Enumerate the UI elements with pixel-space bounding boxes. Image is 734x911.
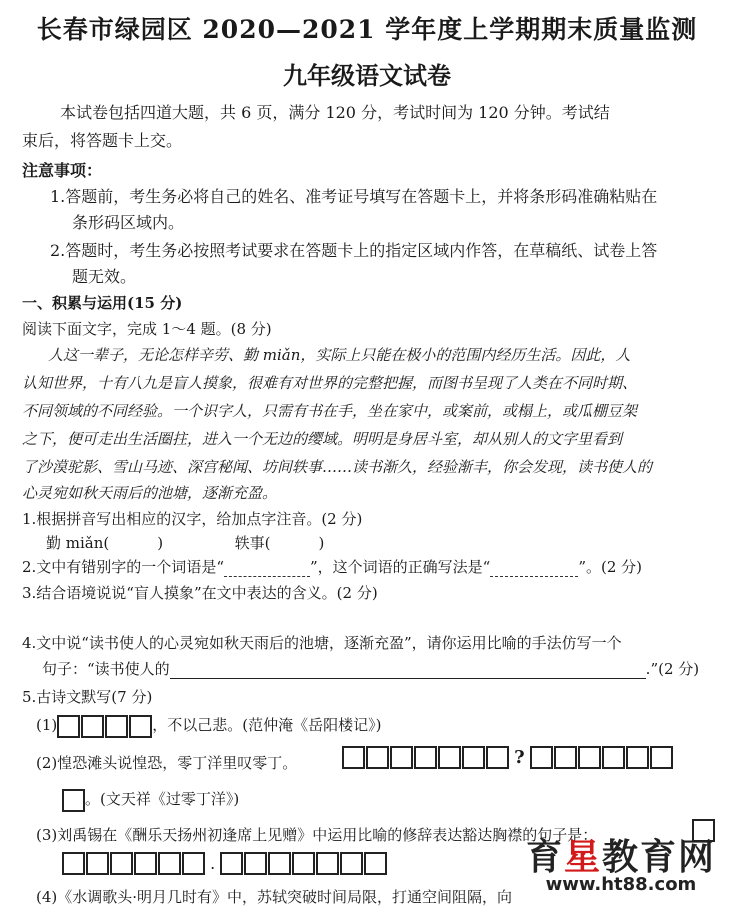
answer-box[interactable] [134, 852, 157, 875]
notice-item-1-cont: 条形码区域内。 [72, 213, 185, 232]
answer-box[interactable] [554, 746, 577, 769]
notice-item-1: 1.答题前，考生务必将自己的姓名、准考证号填写在答题卡上，并将条形码准确粘贴在 [50, 187, 658, 206]
q1-a-close: ) [157, 534, 164, 552]
notice-item-2: 2.答题时，考生务必按照考试要求在答题卡上的指定区域内作答，在草稿纸、试卷上答 [50, 241, 658, 260]
answer-box[interactable] [578, 746, 601, 769]
answer-box[interactable] [626, 746, 649, 769]
notice-item-2-cont: 题无效。 [72, 267, 137, 286]
answer-box[interactable] [316, 852, 339, 875]
passage-line: 心灵宛如秋天雨后的池塘，逐渐充盈。 [22, 484, 278, 502]
answer-box[interactable] [110, 852, 133, 875]
q5-1-suffix: ，不以己悲。(范仲淹《岳阳楼记》) [152, 716, 382, 734]
answer-box[interactable] [342, 746, 365, 769]
answer-box[interactable] [602, 746, 625, 769]
answer-box[interactable] [62, 852, 85, 875]
q2-suffix: ”。(2 分) [578, 558, 643, 576]
answer-box[interactable] [364, 852, 387, 875]
q4-suffix: .”(2 分) [645, 660, 700, 678]
question-4-cont [42, 658, 699, 679]
q5-3-sep: . [210, 854, 216, 873]
q2-blank-1[interactable] [224, 560, 310, 577]
q5-3-text: (3)刘禹锡在《酬乐天扬州初逢席上见赠》中运用比喻的修辞表达豁达胸襟的句子是： [36, 826, 598, 844]
question-4: 4.文中说“读书使人的心灵宛如秋天雨后的池塘，逐渐充盈”，请你运用比喻的手法仿写一个 [22, 634, 622, 652]
q5-2-boxes [342, 746, 673, 769]
q5-3 [36, 824, 597, 845]
passage-line: 之下，便可走出生活圈拄，进入一个无边的缨域。明明是身居斗室，却从别人的文字里看到 [22, 430, 623, 448]
q2-blank-2[interactable] [490, 560, 578, 577]
answer-box[interactable] [81, 715, 104, 738]
intro-line-2: 束后，将答题卡上交。 [22, 131, 183, 150]
answer-box[interactable] [57, 715, 80, 738]
q5-2-mark: ? [514, 747, 525, 768]
answer-box[interactable] [486, 746, 509, 769]
answer-box[interactable] [220, 852, 243, 875]
answer-box[interactable] [268, 852, 291, 875]
q5-1-boxes [57, 715, 152, 738]
q1-a-label: 勤 miǎn( [46, 534, 110, 552]
watermark [526, 838, 716, 895]
answer-box[interactable] [86, 852, 109, 875]
answer-box[interactable] [158, 852, 181, 875]
answer-box[interactable] [244, 852, 267, 875]
answer-box[interactable] [182, 852, 205, 875]
q1-b-close: ) [318, 534, 325, 552]
q1-b-label: 轶事( [234, 534, 271, 552]
q2-mid: ”，这个词语的正确写法是“ [309, 558, 491, 576]
watermark-url: www.ht88.com [545, 874, 697, 895]
passage-line: 人这一辈子，无论怎样辛劳、勤 miǎn，实际上只能在极小的范围内经历生活。因此，人 [48, 346, 631, 364]
section-1-heading: 一、积累与运用(15 分) [22, 294, 183, 312]
q5-3-boxes [62, 852, 387, 875]
passage-line: 认知世界，十有八九是盲人摸象，很难有对世界的完整把握，而图书呈现了人类在不同时期、 [22, 374, 638, 392]
read-prompt: 阅读下面文字，完成 1～4 题。(8 分) [22, 320, 272, 338]
question-5: 5.古诗文默写(7 分) [22, 688, 153, 706]
answer-box[interactable] [129, 715, 152, 738]
question-2 [22, 556, 642, 577]
answer-box[interactable] [530, 746, 553, 769]
passage-line: 了沙漠驼影、雪山马迹、深宫秘闻、坊间轶事……读书渐久，经验渐丰，你会发现，读书使人的 [22, 458, 653, 476]
q5-1 [36, 714, 381, 738]
exam-subtitle: 九年级语文试卷 [283, 61, 451, 90]
passage-line: 不同领域的不同经验。一个识字人，只需有书在手，坐在家中，或案前，或榻上，或瓜棚豆架 [22, 402, 638, 420]
answer-box[interactable] [340, 852, 363, 875]
answer-box[interactable] [414, 746, 437, 769]
watermark-logo: 育星教育网 [525, 837, 716, 878]
q5-2-text: (2)惶恐滩头说惶恐，零丁洋里叹零丁。 [36, 754, 298, 772]
answer-box[interactable] [62, 789, 85, 812]
question-1-items [46, 532, 324, 553]
intro-line-1: 本试卷包括四道大题，共 6 页，满分 120 分，考试时间为 120 分钟。考试结 [60, 103, 610, 122]
q4-answer-line[interactable] [170, 662, 646, 679]
question-3: 3.结合语境说说“盲人摸象”在文中表达的含义。(2 分) [22, 584, 378, 602]
answer-box[interactable] [105, 715, 128, 738]
notice-heading: 注意事项： [22, 161, 103, 180]
q5-2 [36, 752, 297, 773]
q2-prefix: 2.文中有错别字的一个词语是“ [22, 558, 224, 576]
answer-box[interactable] [390, 746, 413, 769]
q4-prefix: 句子：“读书使人的 [42, 660, 170, 678]
answer-box[interactable] [366, 746, 389, 769]
answer-box[interactable] [438, 746, 461, 769]
answer-box[interactable] [462, 746, 485, 769]
answer-box[interactable] [292, 852, 315, 875]
q5-2-cont-text: 。(文天祥《过零丁洋》) [85, 790, 240, 808]
q5-2-cont [62, 788, 239, 812]
q5-1-label: (1) [36, 716, 58, 734]
q5-4: (4)《水调歌头·明月几时有》中，苏轼突破时间局限，打通空间阻隔，向 [36, 888, 513, 906]
question-1: 1.根据拼音写出相应的汉字，给加点字注音。(2 分) [22, 510, 363, 528]
answer-box[interactable] [650, 746, 673, 769]
exam-title: 长春市绿园区 2020—2021 学年度上学期期末质量监测 [36, 15, 698, 44]
